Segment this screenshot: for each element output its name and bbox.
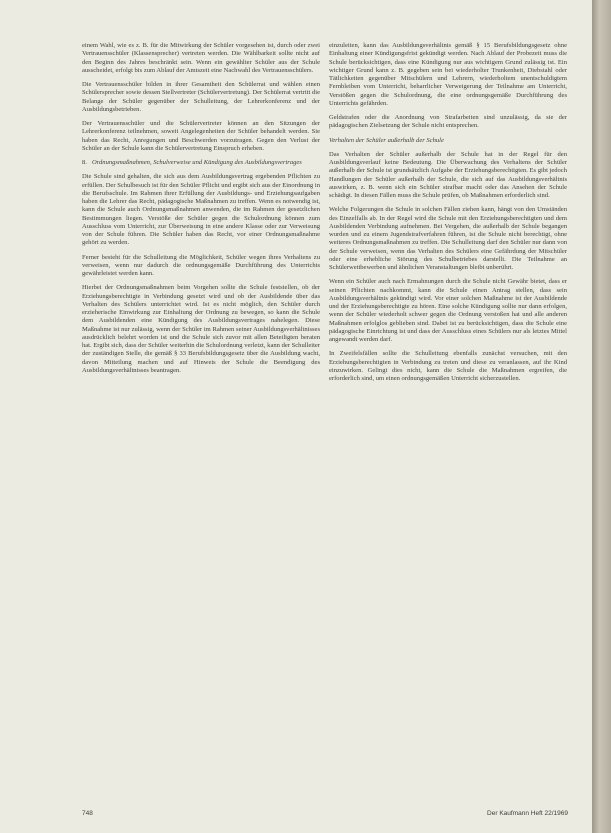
paragraph: Wenn ein Schüler auch nach Ermahnungen durch die Schule nicht Gewähr bietet, dass er seinen Pflichten nachkommt, kann die Schule einen Antrag stellen, dass sein Ausbildungsverhältnis gekündigt wird. Vor einer solchen Maßnahme ist der Ausbildende und der Erziehungsberechtigte zu hören. Eine solche Kündigung sollte nur dann erfolgen, wenn der Schüler wiederholt schwer gegen die Ordnung verstoßen hat und alle anderen Maßnahmen erfolglos geblieben sind. Dabei ist zu berücksichtigen, dass die Schule eine pädagogische Einrichtung ist und dass der Ausschluss eines Schülers nur als letztes Mittel angewandt werden darf. (329, 278, 567, 343)
section-title: Ordnungsmaßnahmen, Schulverweise und Kündigung des Ausbildungsvertrages (92, 159, 302, 166)
page-number: 748 (82, 810, 93, 817)
section-heading (82, 159, 320, 167)
paragraph: In Zweifelsfällen sollte die Schulleitung ebenfalls zunächst versuchen, mit den Erziehungsberechtigten in Verbindung zu treten und diese zu veranlassen, auf ihr Kind einzuwirken. Gelingt dies nicht, kann die Schule die Maßnahmen ergreifen, die erforderlich sind, um einen ordnungsgemäßen Unterricht sicherzustellen. (329, 350, 567, 382)
paragraph: Das Verhalten der Schüler außerhalb der Schule hat in der Regel für den Ausbildungsverlauf keine Bedeutung. Die Überwachung des Verhaltens der Schüler außerhalb der Schule ist grundsätzlich Aufgabe der Erziehungsberechtigten. Es gibt jedoch Handlungen der Schüler außerhalb der Schule, die sich auf das Ausbildungsverhältnis auswirken, z. B. wenn sich ein Schüler strafbar macht oder das Ansehen der Schule schädigt. In diesen Fällen muss die Schule prüfen, ob Maßnahmen erforderlich sind. (329, 150, 567, 199)
paragraph: Welche Folgerungen die Schule in solchen Fällen ziehen kann, hängt von den Umständen des Einzelfalls ab. In der Regel wird die Schule mit den Erziehungsberechtigten und dem Ausbildenden Verbindung aufnehmen. Bei Vergehen, die außerhalb der Schule begangen wurden und zu einem Jugendstrafverfahren führen, ist die Schule nicht berechtigt, ohne weiteres Ordnungsmaßnahmen zu treffen. Die Schulleitung darf den Schüler nur dann von der Schule verweisen, wenn das Verhalten des Schülers eine Gefährdung der Mitschüler oder eine erhebliche Störung des Schulbetriebes darstellt. Die Teilnahme an Schülerwettbewerben und ähnlichen Veranstaltungen bleibt unberührt. (329, 206, 567, 271)
paragraph: Geldstrafen oder die Anordnung von Strafarbeiten sind unzulässig, da sie der pädagogischen Zielsetzung der Schule nicht entsprechen. (329, 114, 567, 130)
paragraph: Die Schule sind gehalten, die sich aus dem Ausbildungsvertrag ergebenden Pflichten zu erfüllen. Der Schulbesuch ist für den Schüler Pflicht und ergibt sich aus der Einordnung in die Berufsschule. Im Rahmen ihrer Erfüllung der Ausbildungs- und Erziehungsaufgaben haben die Lehrer das Recht, pädagogische Maßnahmen zu treffen. Wenn es notwendig ist, kann die Schule auch Ordnungsmaßnahmen anwenden, die im Rahmen der gesetzlichen Bestimmungen liegen. Verstöße der Schüler gegen die Schulordnung können zum Ausschluss vom Unterricht, zur Überweisung in eine andere Klasse oder zur Verweisung von der Schule führen. Die Schüler haben das Recht, vor einer Ordnungsmaßnahme gehört zu werden. (82, 173, 320, 247)
paragraph: Der Vertrauensschüler und die Schülervertreter können an den Sitzungen der Lehrerkonferenz teilnehmen, soweit Angelegenheiten der Schüler behandelt werden. Sie haben das Recht, Anregungen und Beschwerden vorzutragen. Gegen den Verlust der Schüler an der Schule kann die Schülervertretung Einspruch erheben. (82, 120, 320, 152)
paragraph: Ferner besteht für die Schulleitung die Möglichkeit, Schüler wegen ihres Verhaltens zu verweisen, wenn nur dadurch die ordnungsgemäße Durchführung des Unterrichts gewährleistet werden kann. (82, 253, 320, 277)
paragraph: Die Vertrauensschüler bilden in ihrer Gesamtheit den Schülerrat und wählen einen Schülersprecher sowie dessen Stellvertreter (Schülervertretung). Der Schülerrat vertritt die Belange der Schüler gegenüber der Schulleitung, der Lehrerkonferenz und der Ausbildungsbetrieben. (82, 81, 320, 113)
paragraph: einem Wahl, wie es z. B. für die Mitwirkung der Schüler vorgesehen ist, durch oder zwei Vertrauensschüler (Klassensprecher) vertreten werden. Die Wählbarkeit sollte nicht auf den Beginn des Jahres beschränkt sein. Wenn ein gewählter Schüler aus der Schule ausscheidet, erfolgt bis zum Ablauf der Amtszeit eine Nachwahl des Vertrauensschülers. (82, 42, 320, 74)
left-column (82, 42, 320, 381)
paragraph: einzuleiten, kann das Ausbildungsverhältnis gemäß § 15 Berufsbildungsgesetz ohne Einhaltung einer Kündigungsfrist gekündigt werden. Nach Ablauf der Probezeit muss die Schule berücksichtigen, dass eine Kündigung nur aus wichtigem Grund zulässig ist. Ein wichtiger Grund kann z. B. gegeben sein bei wiederholter Trunkenheit, Diebstahl oder Tätlichkeiten gegenüber Mitschülern und Lehrern, wiederholtem unentschuldigtem Fernbleiben vom Unterricht, beharrlicher Verweigerung der Teilnahme am Unterricht, Verstößen gegen die Schulordnung, die eine ordnungsgemäße Durchführung des Unterrichts gefährden. (329, 42, 567, 107)
publication-source: Der Kaufmann Heft 22/1969 (487, 810, 568, 817)
section-number: 8. (82, 159, 87, 166)
page-edge (592, 0, 611, 833)
paragraph: Hierbei der Ordnungsmaßnahmen beim Vorgehen sollte die Schule feststellen, ob der Erziehungsberechtigte in Verbindung gesetzt wird und ob der Ausbildende über das Verhalten des Schülers unterrichtet wird. Ist es nicht möglich, den Schüler durch erzieherische Einwirkung zur Einhaltung der Ordnung zu bewegen, so kann die Schule dem Ausbildenden eine Kündigung des Ausbildungsvertrages nahelegen. Diese Maßnahme ist nur zulässig, wenn der Schüler im Rahmen seiner Ausbildungsverhältnisses ausdrücklich belehrt worden ist und die Schule sich zuvor mit allen Beteiligten beraten hat. Ergibt sich, dass der Schüler weiterhin die Schulordnung verletzt, kann der Schulleiter der zuständigen Stelle, die gemäß § 33 Berufsbildungsgesetz über die Ausbildung wacht, davon Mitteilung machen und auf Hinweis der Schule die Beendigung des Ausbildungsverhältnisses beantragen. (82, 284, 320, 374)
right-column (329, 42, 567, 389)
subsection-heading: Verhalten der Schüler außerhalb der Schule (329, 136, 444, 144)
